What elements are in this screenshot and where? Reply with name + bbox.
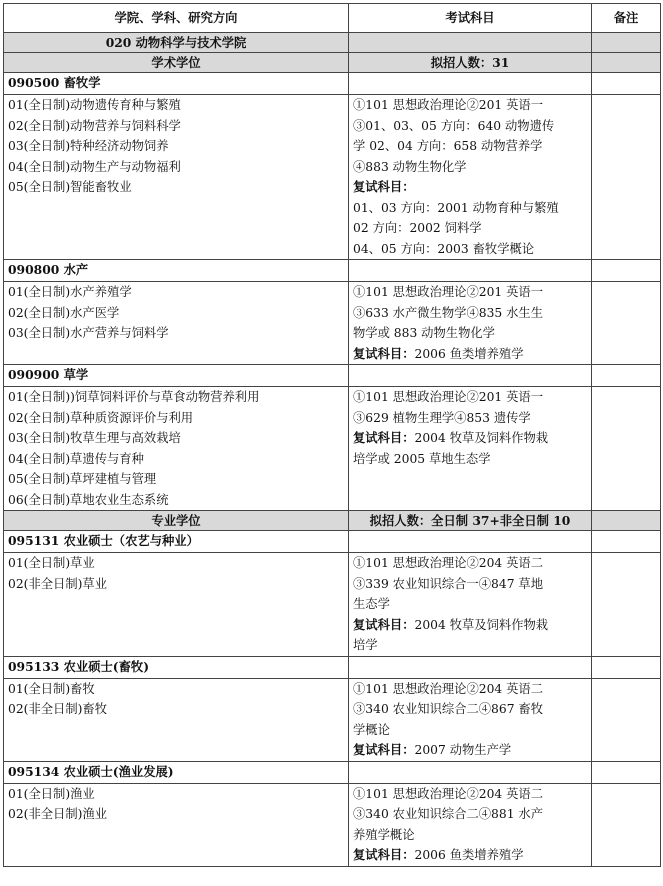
retest-subject: 2006 鱼类增养殖学 (414, 848, 524, 862)
research-direction: 03(全日制)牧草生理与高效栽培 (8, 431, 181, 445)
exam-subject-line: ③01、03、05 方向：640 动物遗传 (353, 118, 555, 133)
retest-line (353, 615, 587, 636)
exam-subject-line: 养殖学概论 (353, 827, 415, 842)
retest-subject: 04、05 方向：2003 畜牧学概论 (353, 241, 535, 256)
program-code-row (4, 73, 661, 95)
research-direction: 01(全日制)畜牧 (8, 681, 95, 696)
exam-subjects (349, 282, 592, 365)
retest-subject-cont: 培学 (353, 638, 378, 652)
exam-subject-line: ③629 植物生理学④853 遗传学 (353, 410, 531, 425)
research-direction: 01(全日制)草业 (8, 556, 95, 570)
retest-line (353, 344, 587, 365)
exam-subject-line: 学 02、04 方向：658 动物营养学 (353, 139, 543, 153)
college-name: 020 动物科学与技术学院 (4, 33, 349, 53)
program-detail-row (4, 95, 661, 260)
retest-line (353, 740, 587, 761)
retest-line (353, 428, 587, 449)
program-code: 090900 草学 (4, 365, 349, 387)
research-direction: 04(全日制)草遗传与育种 (8, 451, 144, 466)
program-detail-row (4, 282, 661, 365)
exam-subject-line: ③340 农业知识综合二④881 水产 (353, 807, 544, 821)
exam-subjects (349, 95, 592, 260)
program-code-row (4, 656, 661, 678)
research-direction: 04(全日制)动物生产与动物福利 (8, 159, 181, 174)
research-direction: 02(非全日制)草业 (8, 576, 108, 591)
exam-subject-line: ①101 思想政治理论②204 英语二 (353, 681, 544, 696)
program-code-row (4, 761, 661, 783)
research-direction: 06(全日制)草地农业生态系统 (8, 492, 169, 507)
research-directions (4, 783, 349, 866)
notes-cell (592, 678, 661, 761)
exam-subject-line: ④883 动物生物化学 (353, 159, 467, 174)
notes-cell (592, 553, 661, 657)
header-exam: 考试科目 (349, 4, 592, 33)
program-code: 095133 农业硕士(畜牧) (4, 656, 349, 678)
program-code: 090800 水产 (4, 260, 349, 282)
retest-subject: 02 方向：2002 饲料学 (353, 221, 482, 235)
research-direction: 01(全日制)水产养殖学 (8, 285, 132, 299)
professional-degree-label: 专业学位 (4, 511, 349, 531)
notes-cell (592, 387, 661, 511)
header-notes: 备注 (592, 4, 661, 33)
retest-label: 复试科目： (353, 847, 415, 862)
exam-subjects (349, 783, 592, 866)
research-direction: 05(全日制)草坪建植与管理 (8, 472, 157, 486)
research-directions (4, 95, 349, 260)
program-code-row (4, 531, 661, 553)
exam-subjects (349, 678, 592, 761)
exam-subject-line: ①101 思想政治理论②204 英语二 (353, 556, 544, 570)
program-table (3, 3, 661, 867)
research-direction: 03(全日制)特种经济动物饲养 (8, 139, 169, 153)
retest-label: 复试科目： (353, 616, 415, 632)
research-directions (4, 387, 349, 511)
retest-subject: 01、03 方向：2001 动物育种与繁殖 (353, 200, 559, 215)
academic-quota: 拟招人数：31 (349, 53, 592, 73)
research-direction: 02(全日制)动物营养与饲料科学 (8, 118, 181, 133)
program-code-row (4, 365, 661, 387)
retest-subject: 2006 鱼类增养殖学 (414, 346, 524, 361)
program-code: 095131 农业硕士（农艺与种业） (4, 531, 349, 553)
exam-subject-line: 生态学 (353, 597, 390, 611)
research-directions (4, 553, 349, 657)
research-direction: 01(全日制)渔业 (8, 786, 95, 801)
exam-subject-line: ①101 思想政治理论②204 英语二 (353, 786, 544, 801)
research-direction: 01(全日制)动物遗传育种与繁殖 (8, 98, 181, 112)
exam-subject-line: ①101 思想政治理论②201 英语一 (353, 390, 544, 404)
retest-label: 复试科目： (353, 742, 415, 757)
exam-subject-line: ③633 水产微生物学④835 水生生 (353, 305, 544, 320)
research-direction: 02(非全日制)畜牧 (8, 702, 108, 716)
research-direction: 02(全日制)水产医学 (8, 305, 120, 320)
retest-label: 复试科目： (353, 430, 415, 445)
retest-label: 复试科目： (353, 345, 415, 361)
academic-degree-row (4, 53, 661, 73)
program-code-row (4, 260, 661, 282)
header-row (4, 4, 661, 33)
retest-subject: 2004 牧草及饲料作物栽 (414, 617, 549, 632)
retest-line (353, 845, 587, 866)
header-college: 学院、学科、研究方向 (4, 4, 349, 33)
professional-quota: 拟招人数：全日制 37+非全日制 10 (349, 511, 592, 531)
research-direction: 01(全日制))饲草饲料评价与草食动物营养利用 (8, 390, 260, 404)
program-code: 095134 农业硕士(渔业发展) (4, 761, 349, 783)
exam-subject-line: ①101 思想政治理论②201 英语一 (353, 98, 544, 112)
exam-subject-line: ①101 思想政治理论②201 英语一 (353, 285, 544, 299)
program-detail-row (4, 387, 661, 511)
exam-subjects (349, 553, 592, 657)
research-directions (4, 678, 349, 761)
program-detail-row (4, 783, 661, 866)
college-row (4, 33, 661, 53)
program-code: 090500 畜牧学 (4, 73, 349, 95)
exam-subject-line: 学概论 (353, 722, 390, 737)
notes-cell (592, 95, 661, 260)
exam-subject-line: ③340 农业知识综合二④867 畜牧 (353, 702, 544, 716)
exam-subjects (349, 387, 592, 511)
research-direction: 03(全日制)水产营养与饲料学 (8, 326, 169, 340)
retest-subject: 2007 动物生产学 (414, 743, 512, 757)
program-detail-row (4, 678, 661, 761)
exam-subject-line: ③339 农业知识综合一④847 草地 (353, 576, 544, 591)
research-direction: 05(全日制)智能畜牧业 (8, 180, 132, 194)
retest-subject-cont: 培学或 2005 草地生态学 (353, 451, 491, 466)
retest-subject: 2004 牧草及饲料作物栽 (414, 431, 549, 445)
retest-label: 复试科目： (353, 179, 415, 194)
exam-subject-line: 物学或 883 动物生物化学 (353, 326, 495, 340)
research-direction: 02(非全日制)渔业 (8, 807, 108, 821)
professional-degree-row (4, 511, 661, 531)
notes-cell (592, 783, 661, 866)
research-directions (4, 282, 349, 365)
research-direction: 02(全日制)草种质资源评价与利用 (8, 410, 194, 425)
program-detail-row (4, 553, 661, 657)
academic-degree-label: 学术学位 (4, 53, 349, 73)
notes-cell (592, 282, 661, 365)
